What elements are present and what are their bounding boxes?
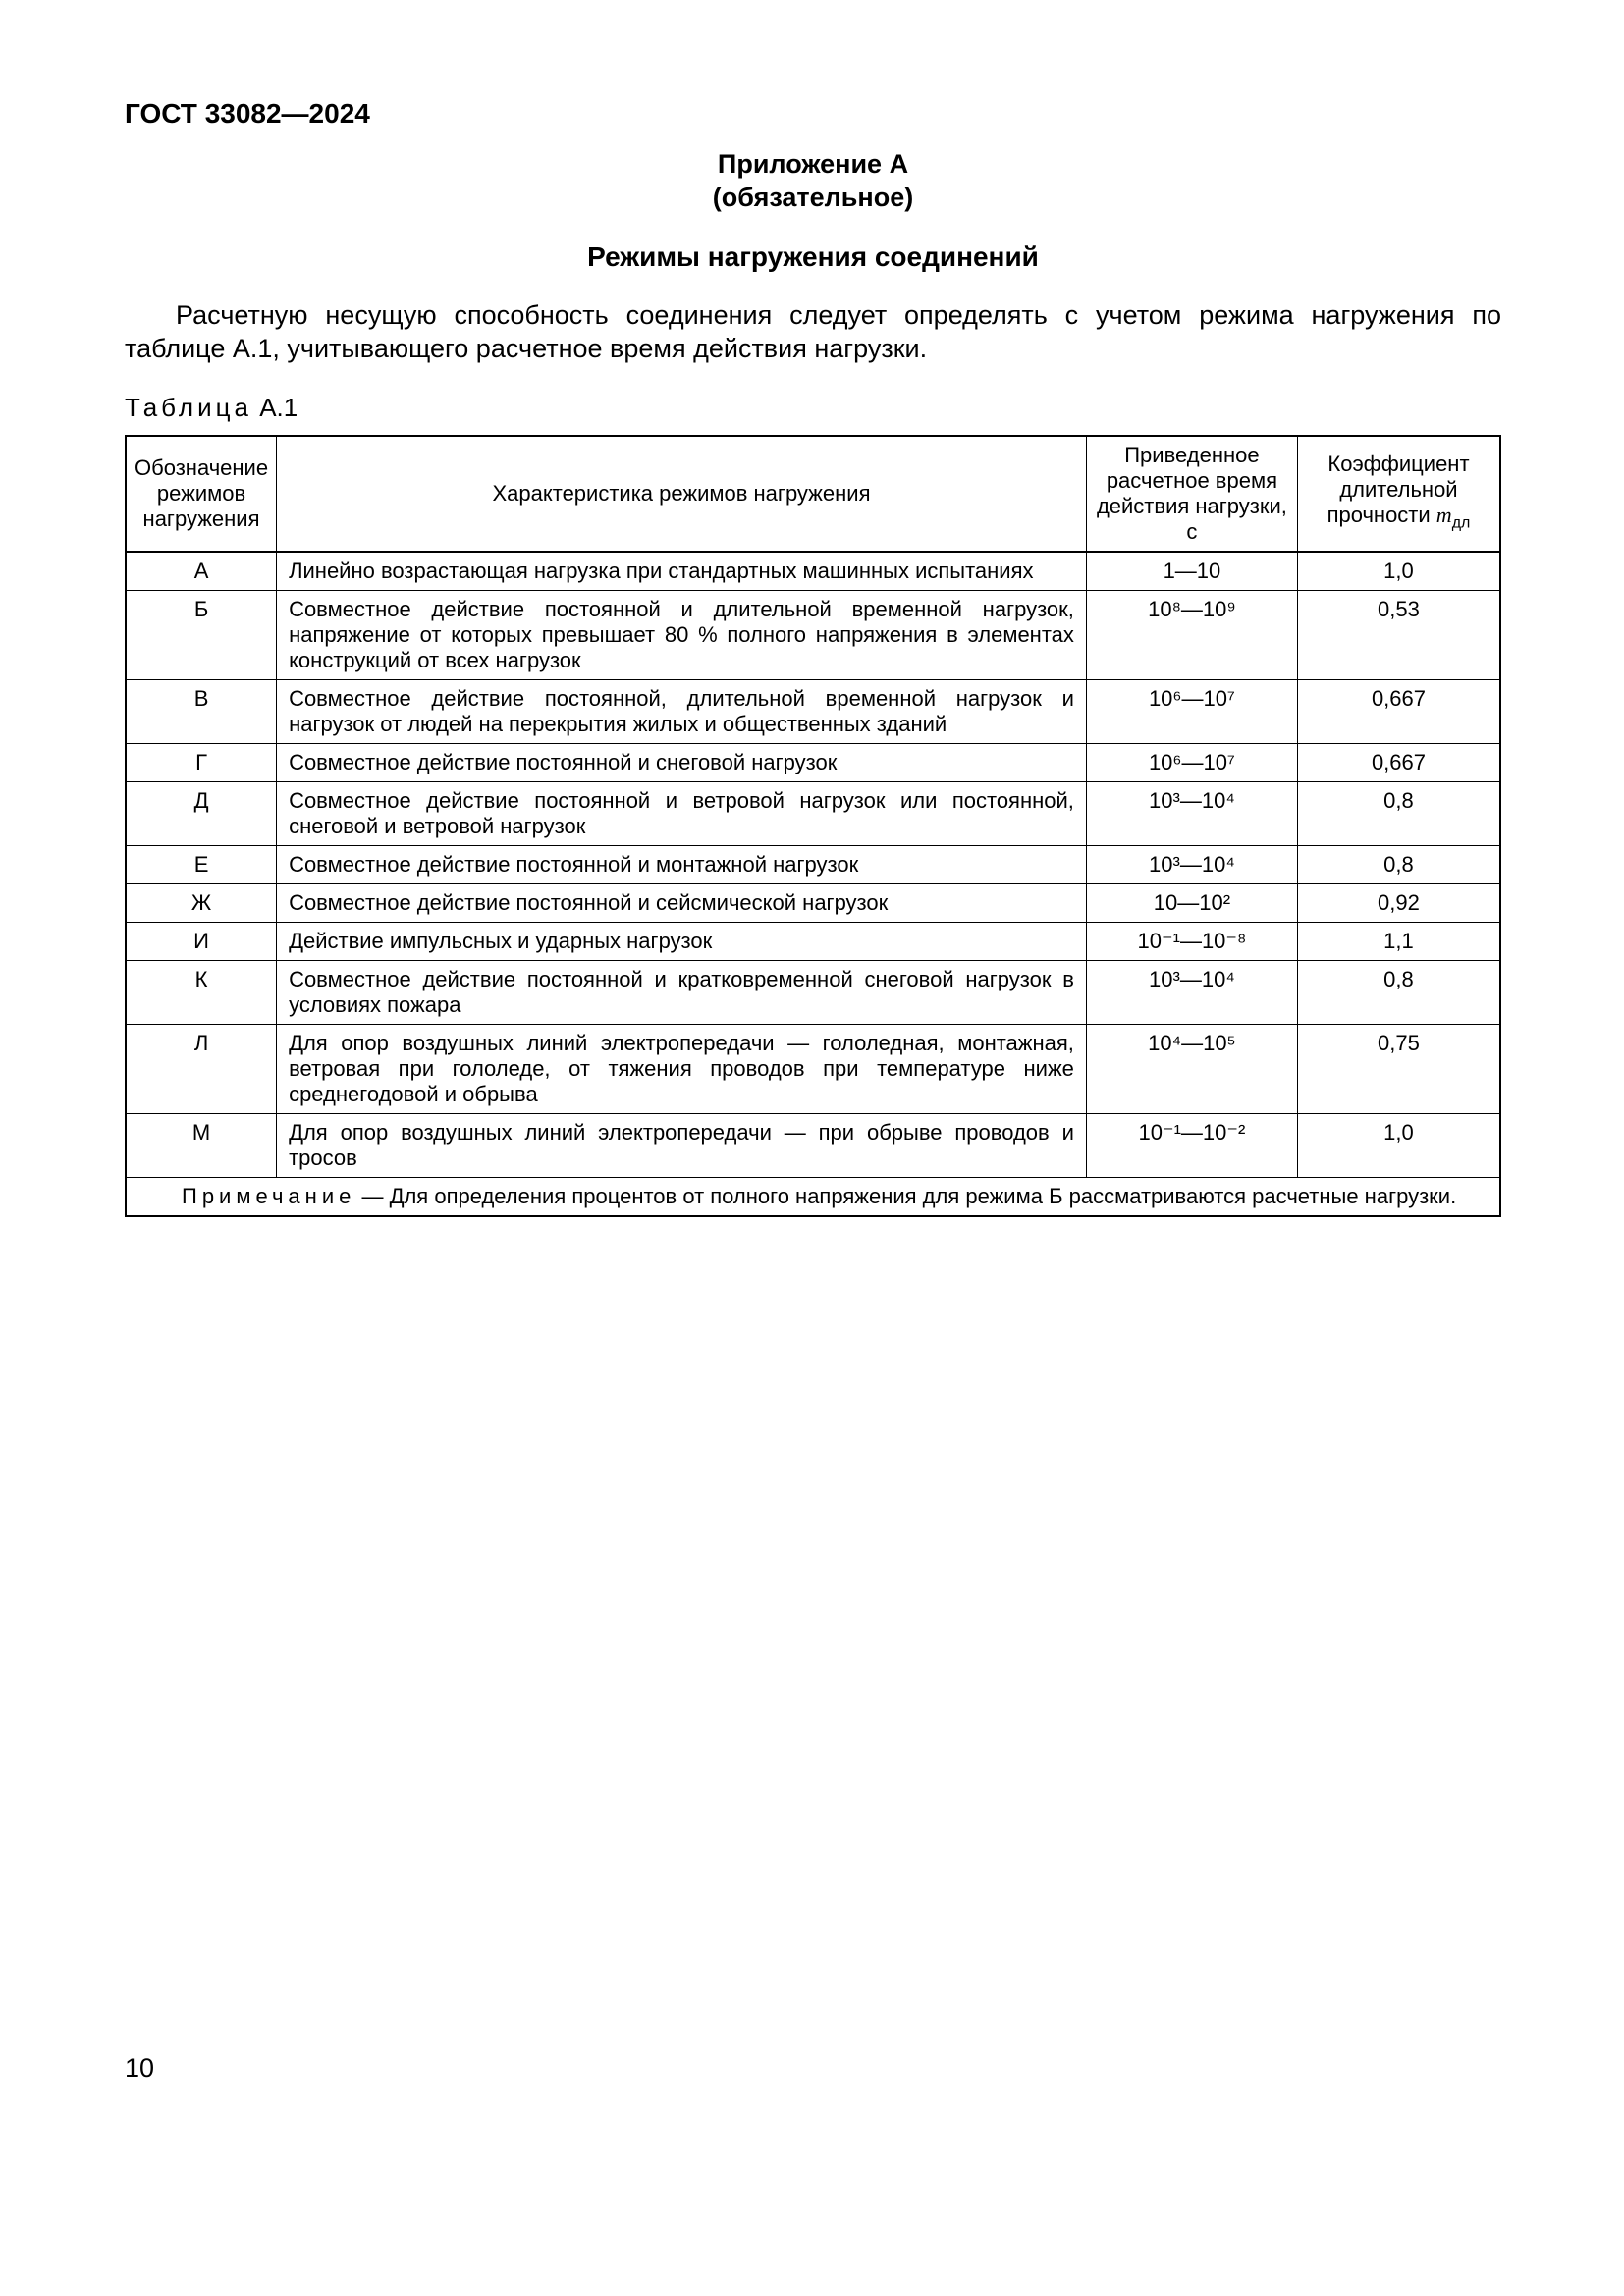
mode-time: 10³—10⁴ bbox=[1086, 961, 1297, 1025]
mode-description: Линейно возрастающая нагрузка при стандартных машинных испытаниях bbox=[277, 552, 1087, 591]
coefficient-prefix: Коэффициент длительной прочности bbox=[1326, 451, 1470, 527]
mode-code: М bbox=[126, 1114, 277, 1178]
table-note-row bbox=[126, 1178, 1500, 1217]
table-row bbox=[126, 961, 1500, 1025]
table-header bbox=[126, 436, 1500, 552]
mode-code: Л bbox=[126, 1025, 277, 1114]
mode-code: Е bbox=[126, 846, 277, 884]
appendix-title-line2: (обязательное) bbox=[712, 183, 914, 212]
document-number: ГОСТ 33082—2024 bbox=[125, 98, 370, 129]
mode-time: 10⁶—10⁷ bbox=[1086, 680, 1297, 744]
mode-description: Совместное действие постоянной и длительной временной нагрузок, напряжение от которых превышает 80 % полного напряжения в элементах конструкций от всех нагрузок bbox=[277, 591, 1087, 680]
mode-time: 10⁴—10⁵ bbox=[1086, 1025, 1297, 1114]
coefficient-subscript: дл bbox=[1451, 514, 1471, 532]
appendix-title bbox=[125, 147, 1501, 214]
mode-time: 10—10² bbox=[1086, 884, 1297, 923]
mode-description: Совместное действие постоянной, длительной временной нагрузок и нагрузок от людей на перекрытия жилых и общественных зданий bbox=[277, 680, 1087, 744]
note-label: Примечание bbox=[182, 1184, 356, 1208]
table-row bbox=[126, 782, 1500, 846]
page-number: 10 bbox=[125, 2054, 155, 2083]
mode-time: 10⁸—10⁹ bbox=[1086, 591, 1297, 680]
loading-modes-table bbox=[125, 435, 1501, 1217]
mode-time: 10³—10⁴ bbox=[1086, 782, 1297, 846]
mode-description: Совместное действие постоянной и снеговой нагрузок bbox=[277, 744, 1087, 782]
mode-description: Для опор воздушных линий электропередачи — гололедная, монтажная, ветровая при гололеде, от тяжения проводов при температуре ниже среднегодовой и обрыва bbox=[277, 1025, 1087, 1114]
mode-time: 10⁶—10⁷ bbox=[1086, 744, 1297, 782]
mode-coefficient: 0,667 bbox=[1297, 680, 1500, 744]
table-row bbox=[126, 744, 1500, 782]
table-row bbox=[126, 552, 1500, 591]
col-header-designation: Обозначение режимов нагружения bbox=[126, 436, 277, 552]
mode-description: Действие импульсных и ударных нагрузок bbox=[277, 923, 1087, 961]
mode-code: Б bbox=[126, 591, 277, 680]
table-body bbox=[126, 552, 1500, 1216]
mode-coefficient: 0,75 bbox=[1297, 1025, 1500, 1114]
intro-paragraph: Расчетную несущую способность соединения следует определять с учетом режима нагружения по таблице А.1, учитывающего расчетное время действия нагрузки. bbox=[125, 300, 1501, 363]
mode-coefficient: 0,53 bbox=[1297, 591, 1500, 680]
mode-code: Д bbox=[126, 782, 277, 846]
mode-code: А bbox=[126, 552, 277, 591]
mode-code: Ж bbox=[126, 884, 277, 923]
table-note bbox=[126, 1178, 1500, 1217]
section-heading: Режимы нагружения соединений bbox=[587, 241, 1039, 272]
col-header-coefficient bbox=[1297, 436, 1500, 552]
mode-time: 10⁻¹—10⁻⁸ bbox=[1086, 923, 1297, 961]
mode-description: Для опор воздушных линий электропередачи — при обрыве проводов и тросов bbox=[277, 1114, 1087, 1178]
mode-coefficient: 0,667 bbox=[1297, 744, 1500, 782]
mode-coefficient: 0,8 bbox=[1297, 961, 1500, 1025]
table-row bbox=[126, 846, 1500, 884]
table-row bbox=[126, 1114, 1500, 1178]
mode-coefficient: 0,8 bbox=[1297, 782, 1500, 846]
mode-time: 10³—10⁴ bbox=[1086, 846, 1297, 884]
mode-coefficient: 1,0 bbox=[1297, 552, 1500, 591]
mode-code: Г bbox=[126, 744, 277, 782]
table-caption-number: А.1 bbox=[259, 393, 298, 422]
col-header-time: Приведенное расчетное время действия нагрузки, с bbox=[1086, 436, 1297, 552]
appendix-title-line1: Приложение А bbox=[717, 149, 909, 179]
table-caption-word: Таблица bbox=[125, 393, 252, 422]
mode-coefficient: 0,92 bbox=[1297, 884, 1500, 923]
mode-time: 1—10 bbox=[1086, 552, 1297, 591]
coefficient-symbol: m bbox=[1435, 502, 1452, 527]
mode-time: 10⁻¹—10⁻² bbox=[1086, 1114, 1297, 1178]
table-row bbox=[126, 680, 1500, 744]
mode-code: В bbox=[126, 680, 277, 744]
mode-code: К bbox=[126, 961, 277, 1025]
mode-coefficient: 1,1 bbox=[1297, 923, 1500, 961]
mode-description: Совместное действие постоянной и ветровой нагрузок или постоянной, снеговой и ветровой нагрузок bbox=[277, 782, 1087, 846]
table-caption bbox=[125, 393, 1501, 423]
table-row bbox=[126, 884, 1500, 923]
table-row bbox=[126, 1025, 1500, 1114]
mode-code: И bbox=[126, 923, 277, 961]
table-row bbox=[126, 591, 1500, 680]
mode-coefficient: 1,0 bbox=[1297, 1114, 1500, 1178]
mode-coefficient: 0,8 bbox=[1297, 846, 1500, 884]
table-row bbox=[126, 923, 1500, 961]
note-text: — Для определения процентов от полного напряжения для режима Б рассматриваются расчетные нагрузки. bbox=[355, 1184, 1457, 1208]
mode-description: Совместное действие постоянной и монтажной нагрузок bbox=[277, 846, 1087, 884]
page-content bbox=[125, 147, 1501, 1217]
col-header-characteristic: Характеристика режимов нагружения bbox=[277, 436, 1087, 552]
table-header-row bbox=[126, 436, 1500, 552]
mode-description: Совместное действие постоянной и кратковременной снеговой нагрузок в условиях пожара bbox=[277, 961, 1087, 1025]
mode-description: Совместное действие постоянной и сейсмической нагрузок bbox=[277, 884, 1087, 923]
